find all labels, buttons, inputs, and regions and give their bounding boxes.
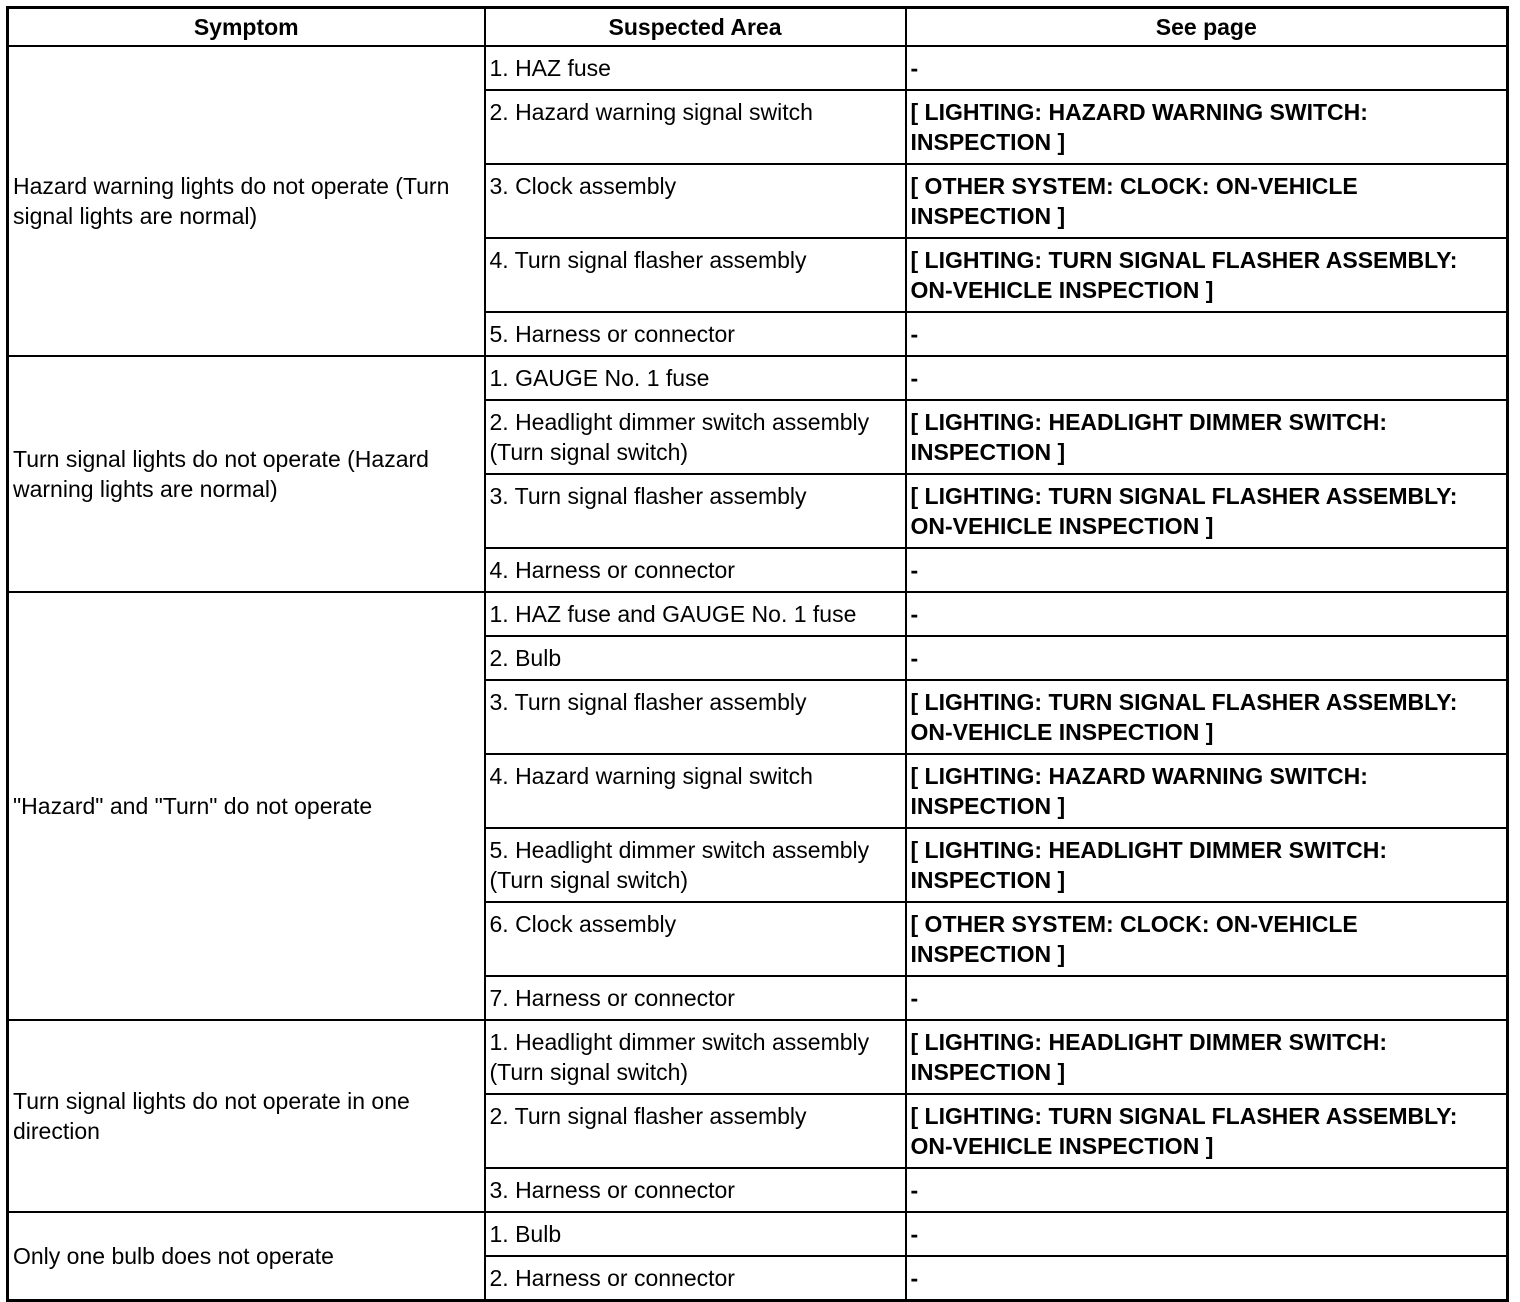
suspected-area-cell: 2. Turn signal flasher assembly (485, 1094, 906, 1168)
see-page-cell: [ LIGHTING: TURN SIGNAL FLASHER ASSEMBLY: ON-VEHICLE INSPECTION ] (906, 474, 1508, 548)
table-row (8, 592, 1508, 636)
suspected-area-cell: 4. Hazard warning signal switch (485, 754, 906, 828)
suspected-area-cell: 2. Hazard warning signal switch (485, 90, 906, 164)
symptom-cell: Turn signal lights do not operate in one direction (8, 1020, 485, 1212)
see-page-cell: [ LIGHTING: HAZARD WARNING SWITCH: INSPECTION ] (906, 754, 1508, 828)
suspected-area-cell: 2. Harness or connector (485, 1256, 906, 1301)
suspected-area-cell: 2. Headlight dimmer switch assembly (Turn signal switch) (485, 400, 906, 474)
see-page-cell: [ LIGHTING: TURN SIGNAL FLASHER ASSEMBLY: ON-VEHICLE INSPECTION ] (906, 1094, 1508, 1168)
table-row (8, 1212, 1508, 1256)
see-page-cell: - (906, 976, 1508, 1020)
suspected-area-cell: 6. Clock assembly (485, 902, 906, 976)
symptom-cell: Turn signal lights do not operate (Hazard warning lights are normal) (8, 356, 485, 592)
symptom-cell: "Hazard" and "Turn" do not operate (8, 592, 485, 1020)
symptom-cell: Only one bulb does not operate (8, 1212, 485, 1301)
header-row (8, 8, 1508, 47)
see-page-cell: [ LIGHTING: HAZARD WARNING SWITCH: INSPECTION ] (906, 90, 1508, 164)
suspected-area-cell: 1. GAUGE No. 1 fuse (485, 356, 906, 400)
see-page-cell: [ OTHER SYSTEM: CLOCK: ON-VEHICLE INSPECTION ] (906, 164, 1508, 238)
see-page-cell: [ LIGHTING: HEADLIGHT DIMMER SWITCH: INSPECTION ] (906, 1020, 1508, 1094)
see-page-cell: [ LIGHTING: HEADLIGHT DIMMER SWITCH: INSPECTION ] (906, 400, 1508, 474)
see-page-cell: - (906, 1212, 1508, 1256)
see-page-cell: [ LIGHTING: HEADLIGHT DIMMER SWITCH: INSPECTION ] (906, 828, 1508, 902)
suspected-area-cell: 2. Bulb (485, 636, 906, 680)
symptom-cell: Hazard warning lights do not operate (Turn signal lights are normal) (8, 46, 485, 356)
suspected-area-cell: 1. Bulb (485, 1212, 906, 1256)
suspected-area-cell: 4. Harness or connector (485, 548, 906, 592)
suspected-area-cell: 1. HAZ fuse and GAUGE No. 1 fuse (485, 592, 906, 636)
suspected-area-cell: 3. Turn signal flasher assembly (485, 474, 906, 548)
see-page-cell: - (906, 356, 1508, 400)
suspected-area-cell: 1. Headlight dimmer switch assembly (Turn signal switch) (485, 1020, 906, 1094)
see-page-cell: - (906, 636, 1508, 680)
troubleshooting-table (6, 6, 1509, 1302)
see-page-cell: - (906, 548, 1508, 592)
suspected-area-cell: 5. Headlight dimmer switch assembly (Turn signal switch) (485, 828, 906, 902)
table-row (8, 1020, 1508, 1094)
see-page-cell: - (906, 46, 1508, 90)
header-see-page: See page (906, 8, 1508, 47)
see-page-cell: - (906, 592, 1508, 636)
table-row (8, 356, 1508, 400)
see-page-cell: [ LIGHTING: TURN SIGNAL FLASHER ASSEMBLY: ON-VEHICLE INSPECTION ] (906, 238, 1508, 312)
suspected-area-cell: 3. Clock assembly (485, 164, 906, 238)
suspected-area-cell: 3. Turn signal flasher assembly (485, 680, 906, 754)
header-suspected-area: Suspected Area (485, 8, 906, 47)
see-page-cell: [ OTHER SYSTEM: CLOCK: ON-VEHICLE INSPECTION ] (906, 902, 1508, 976)
see-page-cell: - (906, 312, 1508, 356)
see-page-cell: - (906, 1256, 1508, 1301)
see-page-cell: [ LIGHTING: TURN SIGNAL FLASHER ASSEMBLY: ON-VEHICLE INSPECTION ] (906, 680, 1508, 754)
suspected-area-cell: 7. Harness or connector (485, 976, 906, 1020)
suspected-area-cell: 4. Turn signal flasher assembly (485, 238, 906, 312)
header-symptom: Symptom (8, 8, 485, 47)
suspected-area-cell: 5. Harness or connector (485, 312, 906, 356)
see-page-cell: - (906, 1168, 1508, 1212)
table-row (8, 46, 1508, 90)
suspected-area-cell: 3. Harness or connector (485, 1168, 906, 1212)
suspected-area-cell: 1. HAZ fuse (485, 46, 906, 90)
table-container (6, 6, 1506, 1302)
